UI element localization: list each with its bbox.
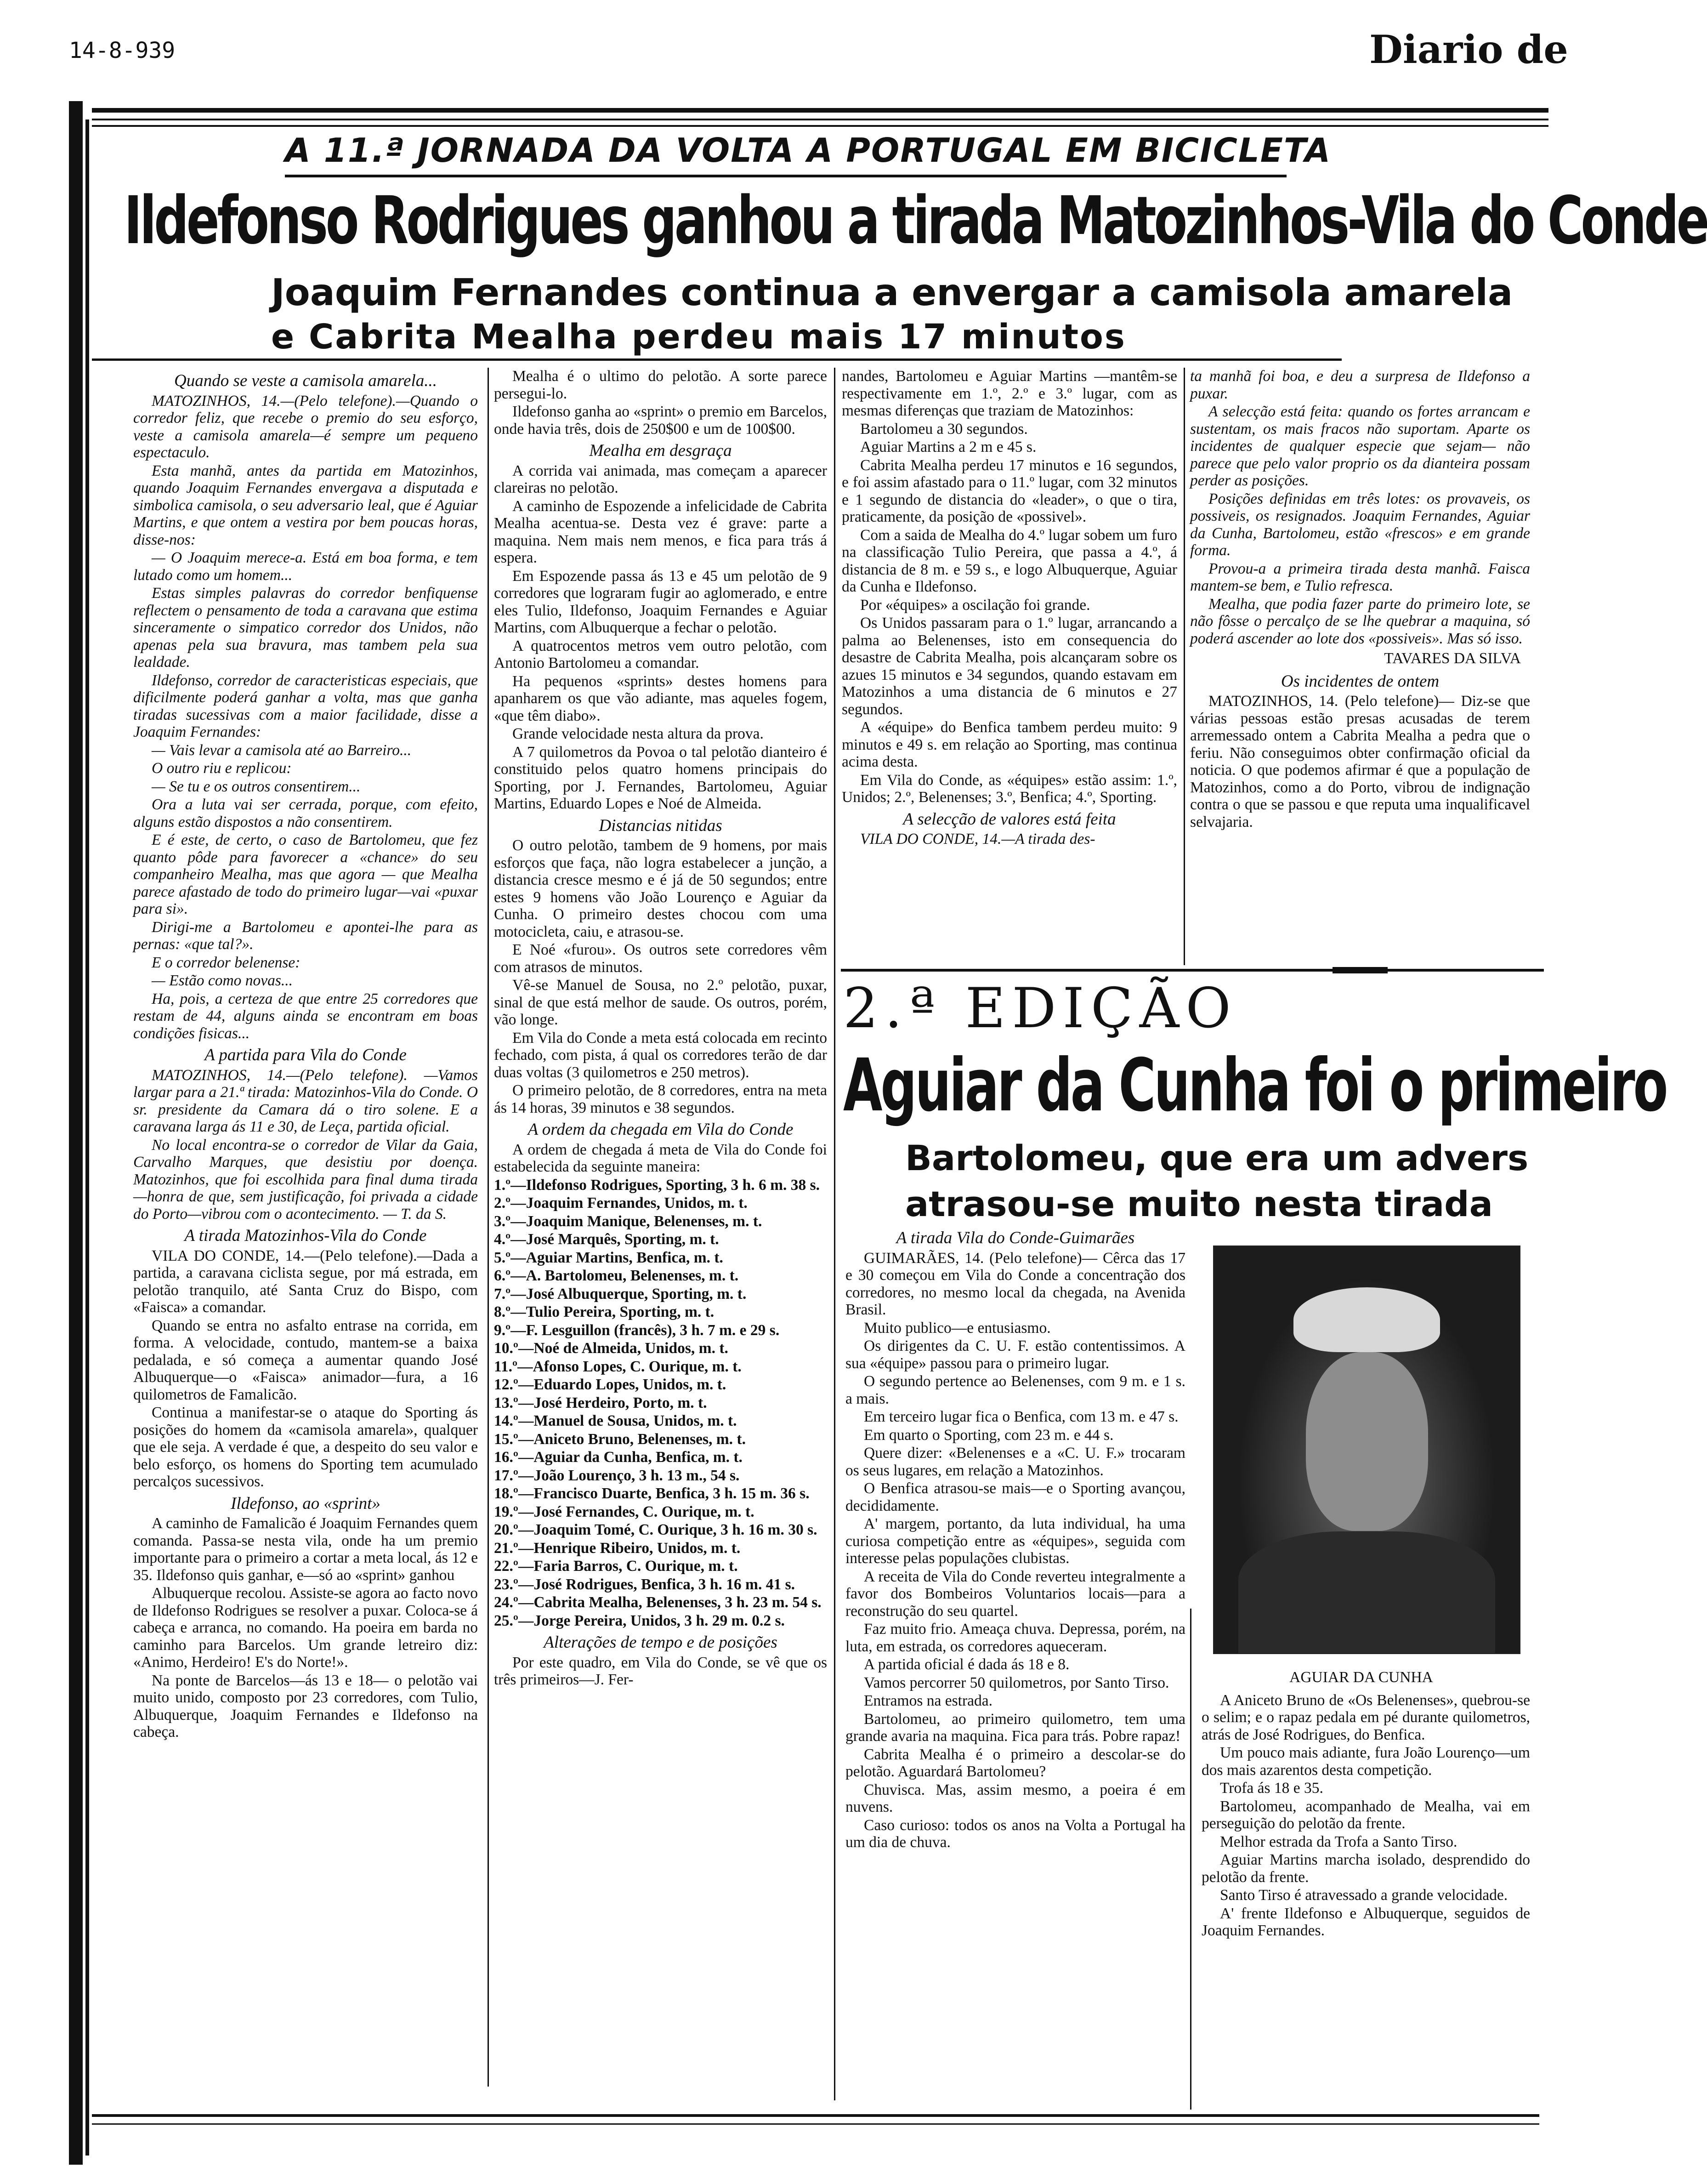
paragraph: Ora a luta vai ser cerrada, porque, com efeito, alguns estão dispostos a não consentirem. — [133, 796, 478, 830]
article-column-4 — [1190, 368, 1530, 831]
paragraph: MATOZINHOS, 14. (Pelo telefone)— Diz-se que várias pessoas estão presas acusadas de terem arremessado ontem a Cabrita Mealha a pedra que o feriu. Não conseguimos obter confirmação oficial da noticia. O que podemos afirmar é que a população de Matozinhos, como a do Porto, vibrou de indignação contra o que se passou e que reputa uma inqualificavel selvajaria. — [1190, 693, 1530, 830]
section-subtitle: A ordem da chegada em Vila do Conde — [527, 1120, 794, 1139]
result-row: 17.º—João Lourenço, 3 h. 13 m., 54 s. — [494, 1467, 740, 1484]
paragraph: Estas simples palavras do corredor benfiquense reflectem o pensamento de toda a caravana que estima sinceramente o simpatico corredor dos Unidos, não apenas pela sua bravura, mas tambem pela sua lealdade. — [133, 585, 478, 671]
top-rule-thick — [92, 108, 1548, 113]
paragraph: Aguiar Martins a 2 m e 45 s. — [860, 438, 1037, 455]
paragraph: O segundo pertence ao Belenenses, com 9 m. e 1 s. a mais. — [845, 1373, 1185, 1407]
paragraph: E o corredor belenense: — [152, 954, 301, 971]
paragraph: Um pouco mais adiante, fura João Lourenço—um dos mais azarentos desta competição. — [1202, 1744, 1530, 1779]
result-row: 25.º—Jorge Pereira, Unidos, 3 h. 29 m. 0.2 s. — [494, 1612, 785, 1629]
paragraph: Continua a manifestar-se o ataque do Sporting ás posições do homem da «camisola amarela», qualquer que ele seja. A verdade é que, a despeito do seu valor e belo esforço, os homens do Sporting tem acumulado percalços sucessivos. — [133, 1404, 478, 1490]
paragraph: Ha, pois, a certeza de que entre 25 corredores que restam de 44, alguns ainda se encontram em boas condições fisicas... — [133, 990, 478, 1042]
photo-portrait — [1213, 1246, 1520, 1654]
result-row: 18.º—Francisco Duarte, Benfica, 3 h. 15 m. 36 s. — [494, 1485, 810, 1502]
paragraph: E Noé «furou». Os outros sete corredores vêm com atrasos de minutos. — [494, 941, 827, 976]
page-date: 14-8-939 — [69, 38, 176, 63]
result-row: 20.º—Joaquim Tomé, C. Ourique, 3 h. 16 m. 30 s. — [494, 1521, 817, 1538]
paragraph: A ordem de chegada á meta de Vila do Conde foi estabelecida da seguinte maneira: — [494, 1141, 827, 1175]
author-signature: TAVARES DA SILVA — [1384, 650, 1521, 667]
edition-subhead-line-2: atrasou-se muito nesta tirada — [905, 1183, 1493, 1224]
paragraph: Esta manhã, antes da partida em Matozinhos, quando Joaquim Fernandes envergava a disputada e simbolica camisola, o seu adversario leal, que é Aguiar Martins, e que ontem a vestira por bem poucas horas, disse-nos: — [133, 462, 478, 548]
paragraph: Chuvisca. Mas, assim mesmo, a poeira é em nuvens. — [845, 1781, 1185, 1815]
bottom-rule-thin — [92, 2123, 1539, 2125]
result-row: 19.º—José Fernandes, C. Ourique, m. t. — [494, 1503, 754, 1520]
paragraph: Cabrita Mealha é o primeiro a descolar-se do pelotão. Aguardará Bartolomeu? — [845, 1746, 1185, 1780]
section-subtitle: A tirada Vila do Conde-Guimarães — [896, 1228, 1135, 1247]
result-row: 23.º—José Rodrigues, Benfica, 3 h. 16 m. 41 s. — [494, 1575, 795, 1593]
result-row: 14.º—Manuel de Sousa, Unidos, m. t. — [494, 1412, 737, 1429]
paragraph: Com a saida de Mealha do 4.º lugar sobem um furo na classificação Tulio Pereira, que passa a 4.º, á distancia de 8 m. e 59 s., e logo Albuquerque, Aguiar da Cunha e Ildefonso. — [842, 526, 1177, 595]
top-rule-thin — [92, 119, 1548, 120]
left-border-thin — [85, 119, 89, 2156]
kicker: A 11.ª JORNADA DA VOLTA A PORTUGAL EM BICICLETA — [285, 131, 1332, 170]
paragraph: Bartolomeu a 30 segundos. — [860, 420, 1028, 438]
paragraph: VILA DO CONDE, 14.—A tirada des- — [860, 830, 1095, 847]
paragraph: Bartolomeu, acompanhado de Mealha, vai em perseguição do pelotão da frente. — [1202, 1797, 1530, 1832]
result-row: 21.º—Henrique Ribeiro, Unidos, m. t. — [494, 1539, 741, 1557]
edition-headline: Aguiar da Cunha foi o primeiro — [843, 1043, 1667, 1128]
paragraph: GUIMARÃES, 14. (Pelo telefone)— Cêrca das 17 e 30 começou em Vila do Conde a concentração dos corredores, no mesmo local da chegada, na Avenida Brasil. — [845, 1249, 1185, 1318]
subhead-underline — [92, 358, 1342, 361]
section-subtitle: A selecção de valores está feita — [903, 809, 1116, 829]
edition-column-1 — [845, 1225, 1185, 1852]
paragraph: Mealha, que podia fazer parte do primeiro lote, se não fôsse o percalço de se lhe quebrar a maquina, só poderá ascender ao lote dos «possiveis». Mas só isso. — [1190, 595, 1530, 647]
paragraph: A «équipe» do Benfica tambem perdeu muito: 9 minutos e 49 s. em relação ao Sporting, mas continua acima desta. — [842, 719, 1177, 770]
paragraph: Grande velocidade nesta altura da prova. — [512, 725, 764, 742]
result-row: 7.º—José Albuquerque, Sporting, m. t. — [494, 1285, 747, 1302]
paragraph: No local encontra-se o corredor de Vilar da Gaia, Carvalho Marques, que desistiu por doença. Matozinhos, que foi escolhida para final duma tirada —honra de que, sem justificação, foi privada a cidade do Porto—vibrou com o acontecimento. — T. da S. — [133, 1136, 478, 1223]
edition-column-2 — [1202, 1666, 1530, 1940]
article-column-3 — [842, 368, 1177, 849]
section-subtitle: Distancias nitidas — [599, 816, 722, 835]
photo-caption: AGUIAR DA CUNHA — [1289, 1669, 1433, 1686]
paragraph: Vê-se Manuel de Sousa, no 2.º pelotão, puxar, sinal de que está melhor de saude. Os outros, porém, vão longe. — [494, 977, 827, 1028]
result-row: 10.º—Noé de Almeida, Unidos, m. t. — [494, 1340, 728, 1357]
paragraph: — Vais levar a camisola até ao Barreiro... — [152, 741, 412, 759]
paragraph: O outro pelotão, tambem de 9 homens, por mais esforços que faça, não logra estabelecer a junção, a distancia cresce mesmo e é já de 50 segundos; entre estes 9 homens vão João Lourenço e Aguiar da Cunha. O primeiro destes chocou com uma motocicleta, caiu, e atrasou-se. — [494, 837, 827, 940]
shirt-shape — [1238, 1531, 1495, 1654]
paragraph: Por «équipes» a oscilação foi grande. — [860, 596, 1090, 614]
column-separator — [488, 368, 489, 2087]
paragraph: Ildefonso ganha ao «sprint» o premio em Barcelos, onde havia três, dois de 250$00 e um de 100$00. — [494, 403, 827, 438]
result-row: 1.º—Ildefonso Rodrigues, Sporting, 3 h. 6 m. 38 s. — [494, 1176, 820, 1194]
paragraph: — Se tu e os outros consentirem... — [152, 778, 361, 795]
result-row: 2.º—Joaquim Fernandes, Unidos, m. t. — [494, 1194, 748, 1211]
paragraph: A Aniceto Bruno de «Os Belenenses», quebrou-se o selim; e o rapaz pedala em pé durante quilometros, atrás de José Rodrigues, do Benfica. — [1202, 1691, 1530, 1743]
paragraph: A receita de Vila do Conde reverteu integralmente a favor dos Bombeiros Voluntarios locais—para a reconstrução do seu quartel. — [845, 1568, 1185, 1620]
result-row: 11.º—Afonso Lopes, C. Ourique, m. t. — [494, 1358, 742, 1375]
paragraph: Em terceiro lugar fica o Benfica, com 13 m. e 47 s. — [864, 1408, 1179, 1425]
paragraph: Os Unidos passaram para o 1.º lugar, arrancando a palma ao Belenenses, isto em consequencia do desastre de Cabrita Mealha, pois alcançaram sobre os azues 15 minutos e 34 segundos, quando estavam em Matozinhos a uma distancia de 6 minutos e 27 segundos. — [842, 614, 1177, 718]
result-row: 8.º—Tulio Pereira, Sporting, m. t. — [494, 1303, 715, 1320]
result-row: 15.º—Aniceto Bruno, Belenenses, m. t. — [494, 1430, 746, 1448]
section-subtitle: A tirada Matozinhos-Vila do Conde — [184, 1226, 427, 1245]
paragraph: nandes, Bartolomeu e Aguiar Martins —mantêm-se respectivamente em 1.º, 2.º e 3.º lugar, com as mesmas diferenças que traziam de Matozinhos: — [842, 368, 1177, 419]
paragraph: Provou-a a primeira tirada desta manhã. Faisca mantem-se bem, e Tulio refresca. — [1190, 560, 1530, 594]
section-subtitle: Os incidentes de ontem — [1281, 671, 1440, 691]
paragraph: ta manhã foi boa, e deu a surpresa de Ildefonso a puxar. — [1190, 368, 1530, 402]
section-subtitle: A partida para Vila do Conde — [204, 1046, 407, 1064]
paragraph: Em quarto o Sporting, com 23 m. e 44 s. — [864, 1426, 1114, 1444]
cycling-cap-shape — [1293, 1287, 1440, 1353]
results-list — [494, 1177, 827, 1630]
paragraph: Cabrita Mealha perdeu 17 minutos e 16 segundos, e foi assim afastado para o 11.º lugar, com 32 minutos e 1 segundo de distancia do «leader», o que o tira, praticamente, da posição de «possivel». — [842, 456, 1177, 525]
paragraph: Faz muito frio. Ameaça chuva. Depressa, porém, na luta, em estrada, os corredores aqueceram. — [845, 1621, 1185, 1655]
subhead-1: Joaquim Fernandes continua a envergar a camisola amarela — [271, 271, 1513, 314]
paragraph: A selecção está feita: quando os fortes arrancam e sustentam, os mais fracos não suportam. Aparte os incidentes de qualquer especie que sejam— não parece que pelo valor proprio os da dianteira possam perder as posições. — [1190, 403, 1530, 489]
bottom-rule — [92, 2114, 1539, 2117]
paragraph: Quando se entra no asfalto entrase na corrida, em forma. A velocidade, contudo, mantem-se a baixa pedalada, e só começa a aumentar quando José Albuquerque—o «Faisca» animador—fura, a 16 quilometros de Famalicão. — [133, 1317, 478, 1403]
edition-subhead-line-1: Bartolomeu, que era um advers — [905, 1138, 1529, 1178]
paragraph: Entramos na estrada. — [864, 1692, 992, 1709]
paragraph: A' frente Ildefonso e Albuquerque, seguidos de Joaquim Fernandes. — [1202, 1905, 1530, 1939]
paragraph: O primeiro pelotão, de 8 corredores, entra na meta ás 14 horas, 39 minutos e 38 segundos. — [494, 1082, 827, 1116]
paragraph: Ha pequenos «sprints» destes homens para apanharem os que vão adiante, mas aqueles fogem, «que têm diabo». — [494, 672, 827, 724]
paragraph: MATOZINHOS, 14.—(Pelo telefone). —Vamos largar para a 21.ª tirada: Matozinhos-Vila do Conde. O sr. presidente da Camara dá o tiro solene. E a caravana larga ás 11 e 30, de Leça, partida oficial. — [133, 1066, 478, 1135]
top-rule-thin-2 — [92, 125, 1548, 127]
paragraph: Ildefonso, corredor de caracteristicas especiais, que dificilmente poderá ganhar a volta, mas que ganha tiradas sucessivas com a maior facilidade, disse a Joaquim Fernandes: — [133, 671, 478, 740]
result-row: 6.º—A. Bartolomeu, Belenenses, m. t. — [494, 1267, 739, 1284]
result-row: 5.º—Aguiar Martins, Benfica, m. t. — [494, 1249, 723, 1266]
column-separator — [1190, 1609, 1191, 2110]
paragraph: O Benfica atrasou-se mais—e o Sporting avançou, decididamente. — [845, 1480, 1185, 1514]
paragraph: Bartolomeu, ao primeiro quilometro, tem uma grande avaria na maquina. Fica para trás. Pobre rapaz! — [845, 1710, 1185, 1745]
paragraph: A' margem, portanto, da luta individual, ha uma curiosa competição entre as «équipes», seguida com interesse pelas populações clubistas. — [845, 1515, 1185, 1567]
section-subtitle: Alterações de tempo e de posições — [544, 1633, 777, 1652]
result-row: 12.º—Eduardo Lopes, Unidos, m. t. — [494, 1376, 726, 1393]
paragraph: Na ponte de Barcelos—ás 13 e 18— o pelotão vai muito unido, composto por 23 corredores, com Tulio, Albuquerque, Joaquim Fernandes e Ildefonso na cabeça. — [133, 1672, 478, 1740]
paragraph: — Estão como novas... — [152, 972, 293, 989]
face-shape — [1306, 1352, 1428, 1531]
paragraph: Em Vila do Conde, as «équipes» estão assim: 1.º, Unidos; 2.º, Belenenses; 3.º, Benfica; 4.º, Sporting. — [842, 771, 1177, 806]
paragraph: MATOZINHOS, 14.—(Pelo telefone).—Quando o corredor feliz, que recebe o premio do seu esforço, veste a camisola amarela—é sempre um pequeno espectaculo. — [133, 392, 478, 461]
paragraph: A 7 quilometros da Povoa o tal pelotão dianteiro é constituido pelos quatro homens principais do Sporting, por J. Fernandes, Bartolomeu, Aguiar Martins, Eduardo Lopes e Noé de Almeida. — [494, 743, 827, 812]
section-subtitle: Mealha em desgraça — [589, 441, 732, 460]
result-row: 16.º—Aguiar da Cunha, Benfica, m. t. — [494, 1449, 743, 1466]
paragraph: E é este, de certo, o caso de Bartolomeu, que fez quanto pôde para favorecer a «chance» do seu companheiro Mealha, mas que agora — que Mealha parece afastado de todo do primeiro lugar—vai «puxar para si». — [133, 831, 478, 917]
column-separator — [834, 368, 835, 2100]
paragraph: Posições definidas em três lotes: os provaveis, os possiveis, os resignados. Joaquim Fernandes, Aguiar da Cunha, Bartolomeu, estão «frescos» e em grande forma. — [1190, 490, 1530, 559]
edition-separator-thick — [1333, 967, 1388, 973]
paragraph: A corrida vai animada, mas começam a aparecer clareiras no pelotão. — [494, 462, 827, 496]
edition-separator — [841, 969, 1544, 972]
paragraph: Em Vila do Conde a meta está colocada em recinto fechado, com pista, á qual os corredores terão de dar duas voltas (3 quilometros e 250 metros). — [494, 1029, 827, 1081]
paragraph: A caminho de Espozende a infelicidade de Cabrita Mealha acentua-se. Desta vez é grave: parte a maquina. Nem mais nem menos, e fica para trás á espera. — [494, 497, 827, 566]
paragraph: O outro riu e replicou: — [152, 760, 292, 777]
result-row: 24.º—Cabrita Mealha, Belenenses, 3 h. 23 m. 54 s. — [494, 1594, 822, 1611]
paragraph: — O Joaquim merece-a. Está em boa forma, e tem lutado como um homem... — [133, 549, 478, 584]
paragraph: Em Espozende passa ás 13 e 45 um pelotão de 9 corredores que lograram fugir ao aglomerado, e entre eles Tulio, Ildefonso, Joaquim Fernandes e Aguiar Martins, com Albuquerque a fechar o pelotão. — [494, 567, 827, 636]
paragraph: A partida oficial é dada ás 18 e 8. — [864, 1656, 1070, 1673]
paragraph: VILA DO CONDE, 14.—(Pelo telefone).—Dada a partida, a caravana ciclista segue, por má estrada, em pelotão tranquilo, até Santa Cruz do Bispo, com «Faisca» a comandar. — [133, 1247, 478, 1316]
paragraph: A caminho de Famalicão é Joaquim Fernandes quem comanda. Passa-se nesta vila, onde ha um premio importante para o primeiro a cortar a meta local, ás 12 e 35. Ildefonso quis ganhar, e—só ao «sprint» ganhou — [133, 1515, 478, 1584]
paragraph: Aguiar Martins marcha isolado, desprendido do pelotão da frente. — [1202, 1851, 1530, 1886]
section-subtitle: Quando se veste a camisola amarela... — [174, 371, 437, 390]
paragraph: Quere dizer: «Belenenses e a «C. U. F.» trocaram os seus lugares, em relação a Matozinhos. — [845, 1445, 1185, 1479]
result-row: 13.º—José Herdeiro, Porto, m. t. — [494, 1394, 707, 1411]
result-row: 4.º—José Marquês, Sporting, m. t. — [494, 1231, 719, 1248]
paragraph: A quatrocentos metros vem outro pelotão, com Antonio Bartolomeu a comandar. — [494, 637, 827, 671]
paragraph: Trofa ás 18 e 35. — [1220, 1780, 1323, 1797]
headline: Ildefonso Rodrigues ganhou a tirada Matozinhos-Vila do Conde — [124, 182, 1707, 259]
paragraph: Vamos percorrer 50 quilometros, por Santo Tirso. — [864, 1674, 1169, 1691]
paragraph: Muito publico—e entusiasmo. — [864, 1319, 1051, 1337]
paragraph: Albuquerque recolou. Assiste-se agora ao facto novo de Ildefonso Rodrigues se resolver a puxar. Coloca-se á cabeça e arranca, no comando. Ha poeira em barda no caminho para Barcelos. Um grande letreiro diz: «Animo, Herdeiro! E's do Norte!». — [133, 1585, 478, 1671]
paragraph: Melhor estrada da Trofa a Santo Tirso. — [1220, 1833, 1457, 1850]
paragraph: Por este quadro, em Vila do Conde, se vê que os três primeiros—J. Fer- — [494, 1654, 827, 1688]
left-border — [69, 101, 83, 2165]
newspaper-title: Diario de — [1369, 27, 1568, 72]
paragraph: Santo Tirso é atravessado a grande velocidade. — [1220, 1887, 1508, 1904]
result-row: 9.º—F. Lesguillon (francês), 3 h. 7 m. e 29 s. — [494, 1321, 780, 1339]
section-subtitle: Ildefonso, ao «sprint» — [231, 1494, 380, 1513]
kicker-underline — [285, 175, 1287, 177]
edition-label: 2.ª EDIÇÃO — [843, 977, 1237, 1041]
result-row: 22.º—Faria Barros, C. Ourique, m. t. — [494, 1558, 738, 1575]
paragraph: Mealha é o ultimo do pelotão. A sorte parece persegui-lo. — [494, 368, 827, 402]
column-separator — [1184, 368, 1185, 965]
paragraph: Dirigi-me a Bartolomeu e apontei-lhe para as pernas: «que tal?». — [133, 918, 478, 953]
article-column-2 — [494, 368, 827, 1689]
paragraph: Caso curioso: todos os anos na Volta a Portugal ha um dia de chuva. — [845, 1816, 1185, 1851]
result-row: 3.º—Joaquim Manique, Belenenses, m. t. — [494, 1212, 762, 1230]
subhead-2: e Cabrita Mealha perdeu mais 17 minutos — [271, 317, 1126, 357]
paragraph: Os dirigentes da C. U. F. estão contentissimos. A sua «équipe» passou para o primeiro lugar. — [845, 1337, 1185, 1372]
article-column-1 — [133, 368, 478, 1742]
